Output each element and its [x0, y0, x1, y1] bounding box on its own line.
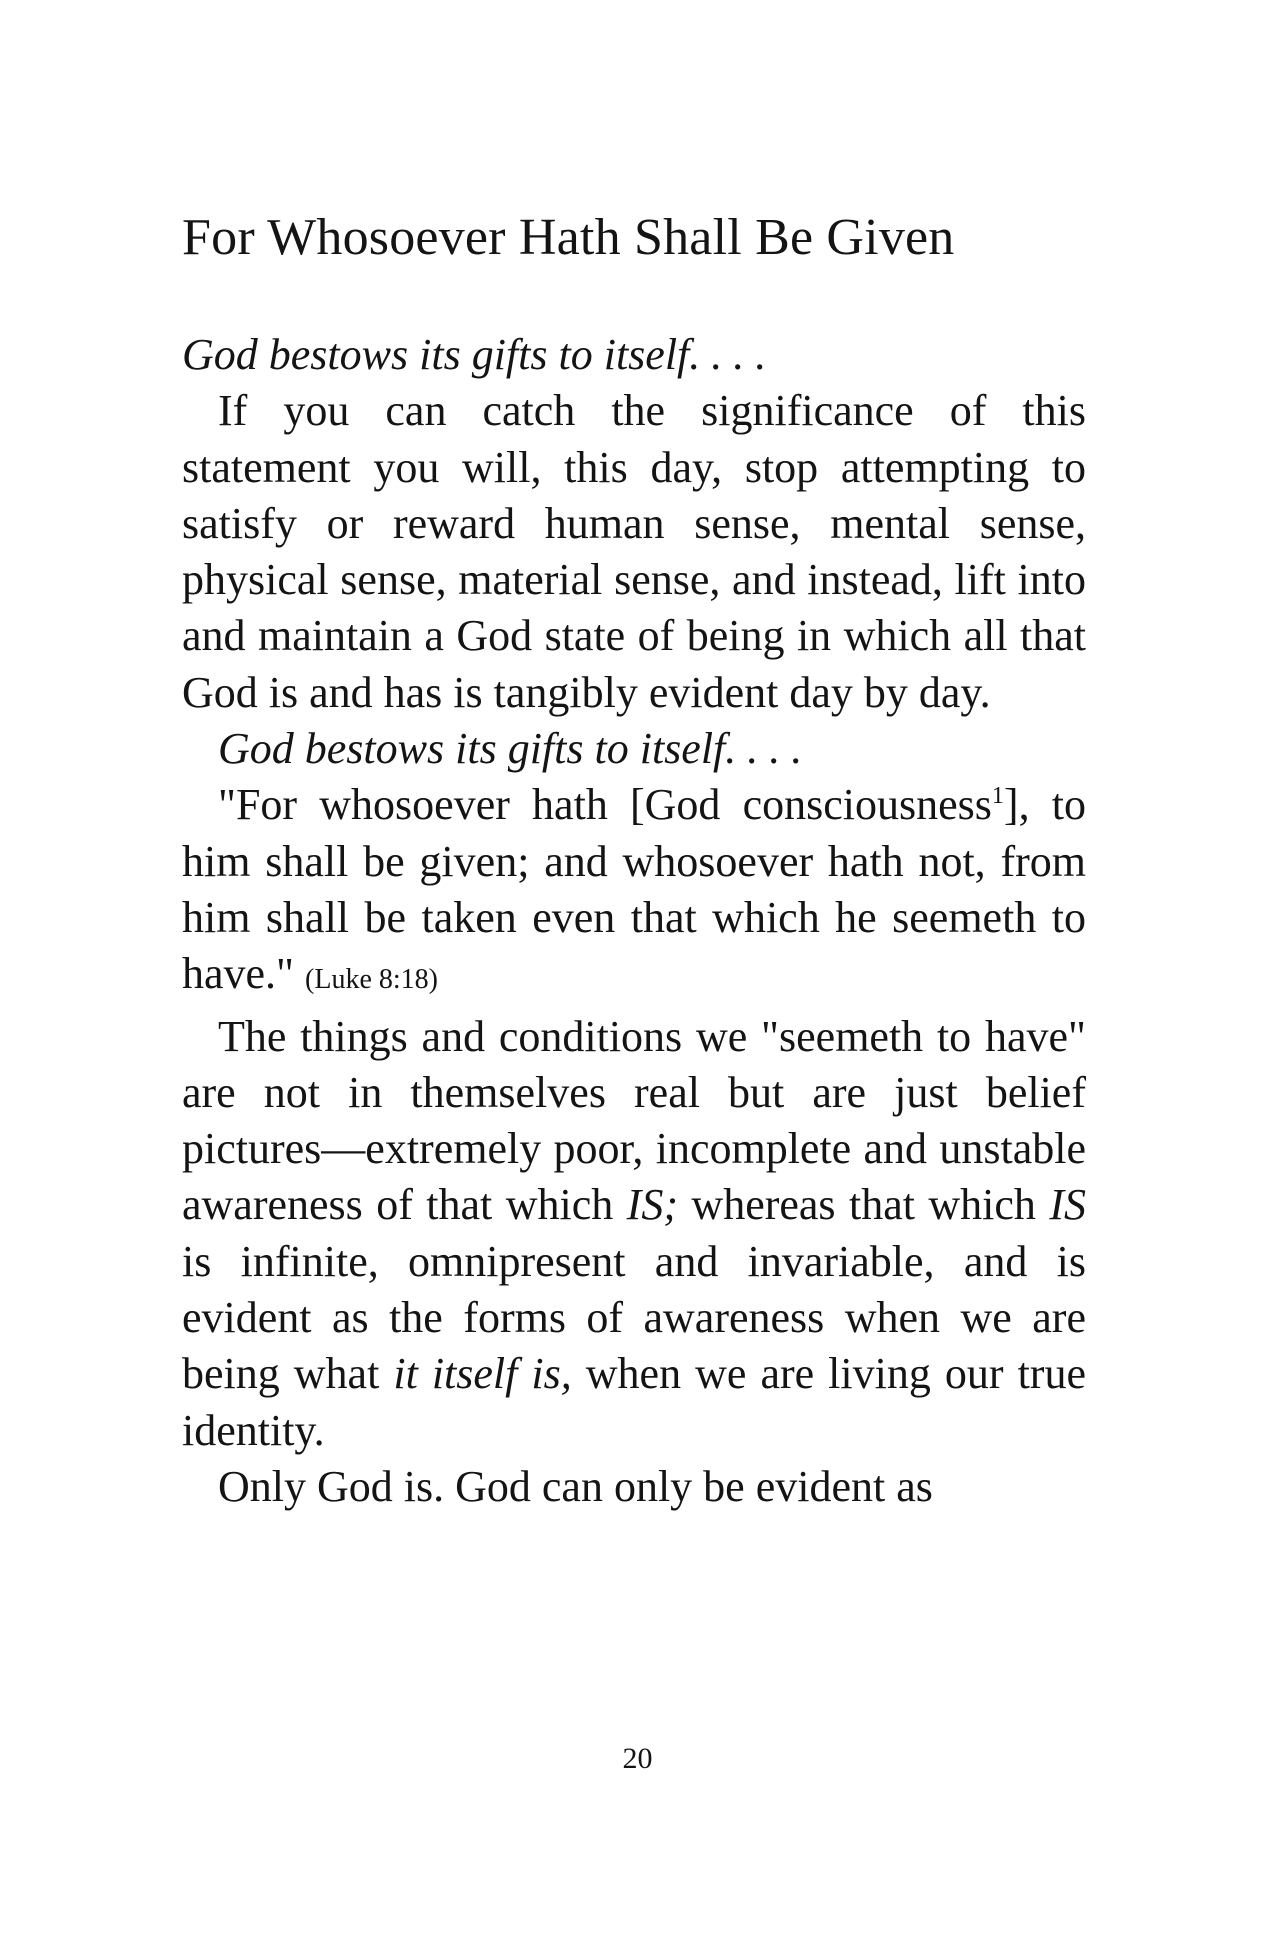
body-text: [182, 327, 1086, 1515]
paragraph-6: Only God is. God can only be evident as: [218, 1461, 933, 1511]
footnote-marker: 1: [991, 783, 1004, 810]
paragraph-4-text-a: "For whosoever hath [God consciousness: [218, 780, 992, 830]
paragraph-5-text-d: when we are living our true identity.: [182, 1349, 1086, 1455]
paragraph-4-text-b: ], to him shall be given; and whosoever hath not, from him shall be taken even that which he seemeth to have.": [182, 780, 1086, 999]
paragraph-5-text-a: The things and conditions we "seemeth to have" are not in themselves real but are just belief pictures—extremely poor, incomplete and unstable awareness of that which: [182, 1011, 1086, 1230]
paragraph-tagline-1: God bestows its gifts to itself. . . .: [182, 330, 767, 379]
page-number: 20: [622, 1742, 653, 1775]
emphasis-it-itself-is: it itself is,: [393, 1349, 572, 1399]
paragraph-2: If you can catch the significance of this statement you will, this day, stop attempting to satisfy or reward human sense, mental sense, physical sense, material sense, and instead, lift into and maintain a God state of being in which all that God is and has is tangibly evident day by day.: [182, 386, 1086, 717]
paragraph-4: [182, 777, 1086, 1008]
paragraph-5: [182, 1009, 1086, 1459]
paragraph-5-text-b: whereas that which: [677, 1180, 1050, 1230]
paragraph-tagline-2: God bestows its gifts to itself. . . .: [218, 724, 803, 774]
scripture-citation: (Luke 8:18): [305, 964, 438, 996]
emphasis-is-2: IS: [1049, 1180, 1086, 1230]
chapter-title: For Whosoever Hath Shall Be Given: [182, 209, 955, 266]
paragraph-5-text-c: is infinite, omnipresent and invariable, and is evident as the forms of awareness when we are being what: [182, 1236, 1086, 1399]
emphasis-is-1: IS;: [626, 1180, 678, 1230]
